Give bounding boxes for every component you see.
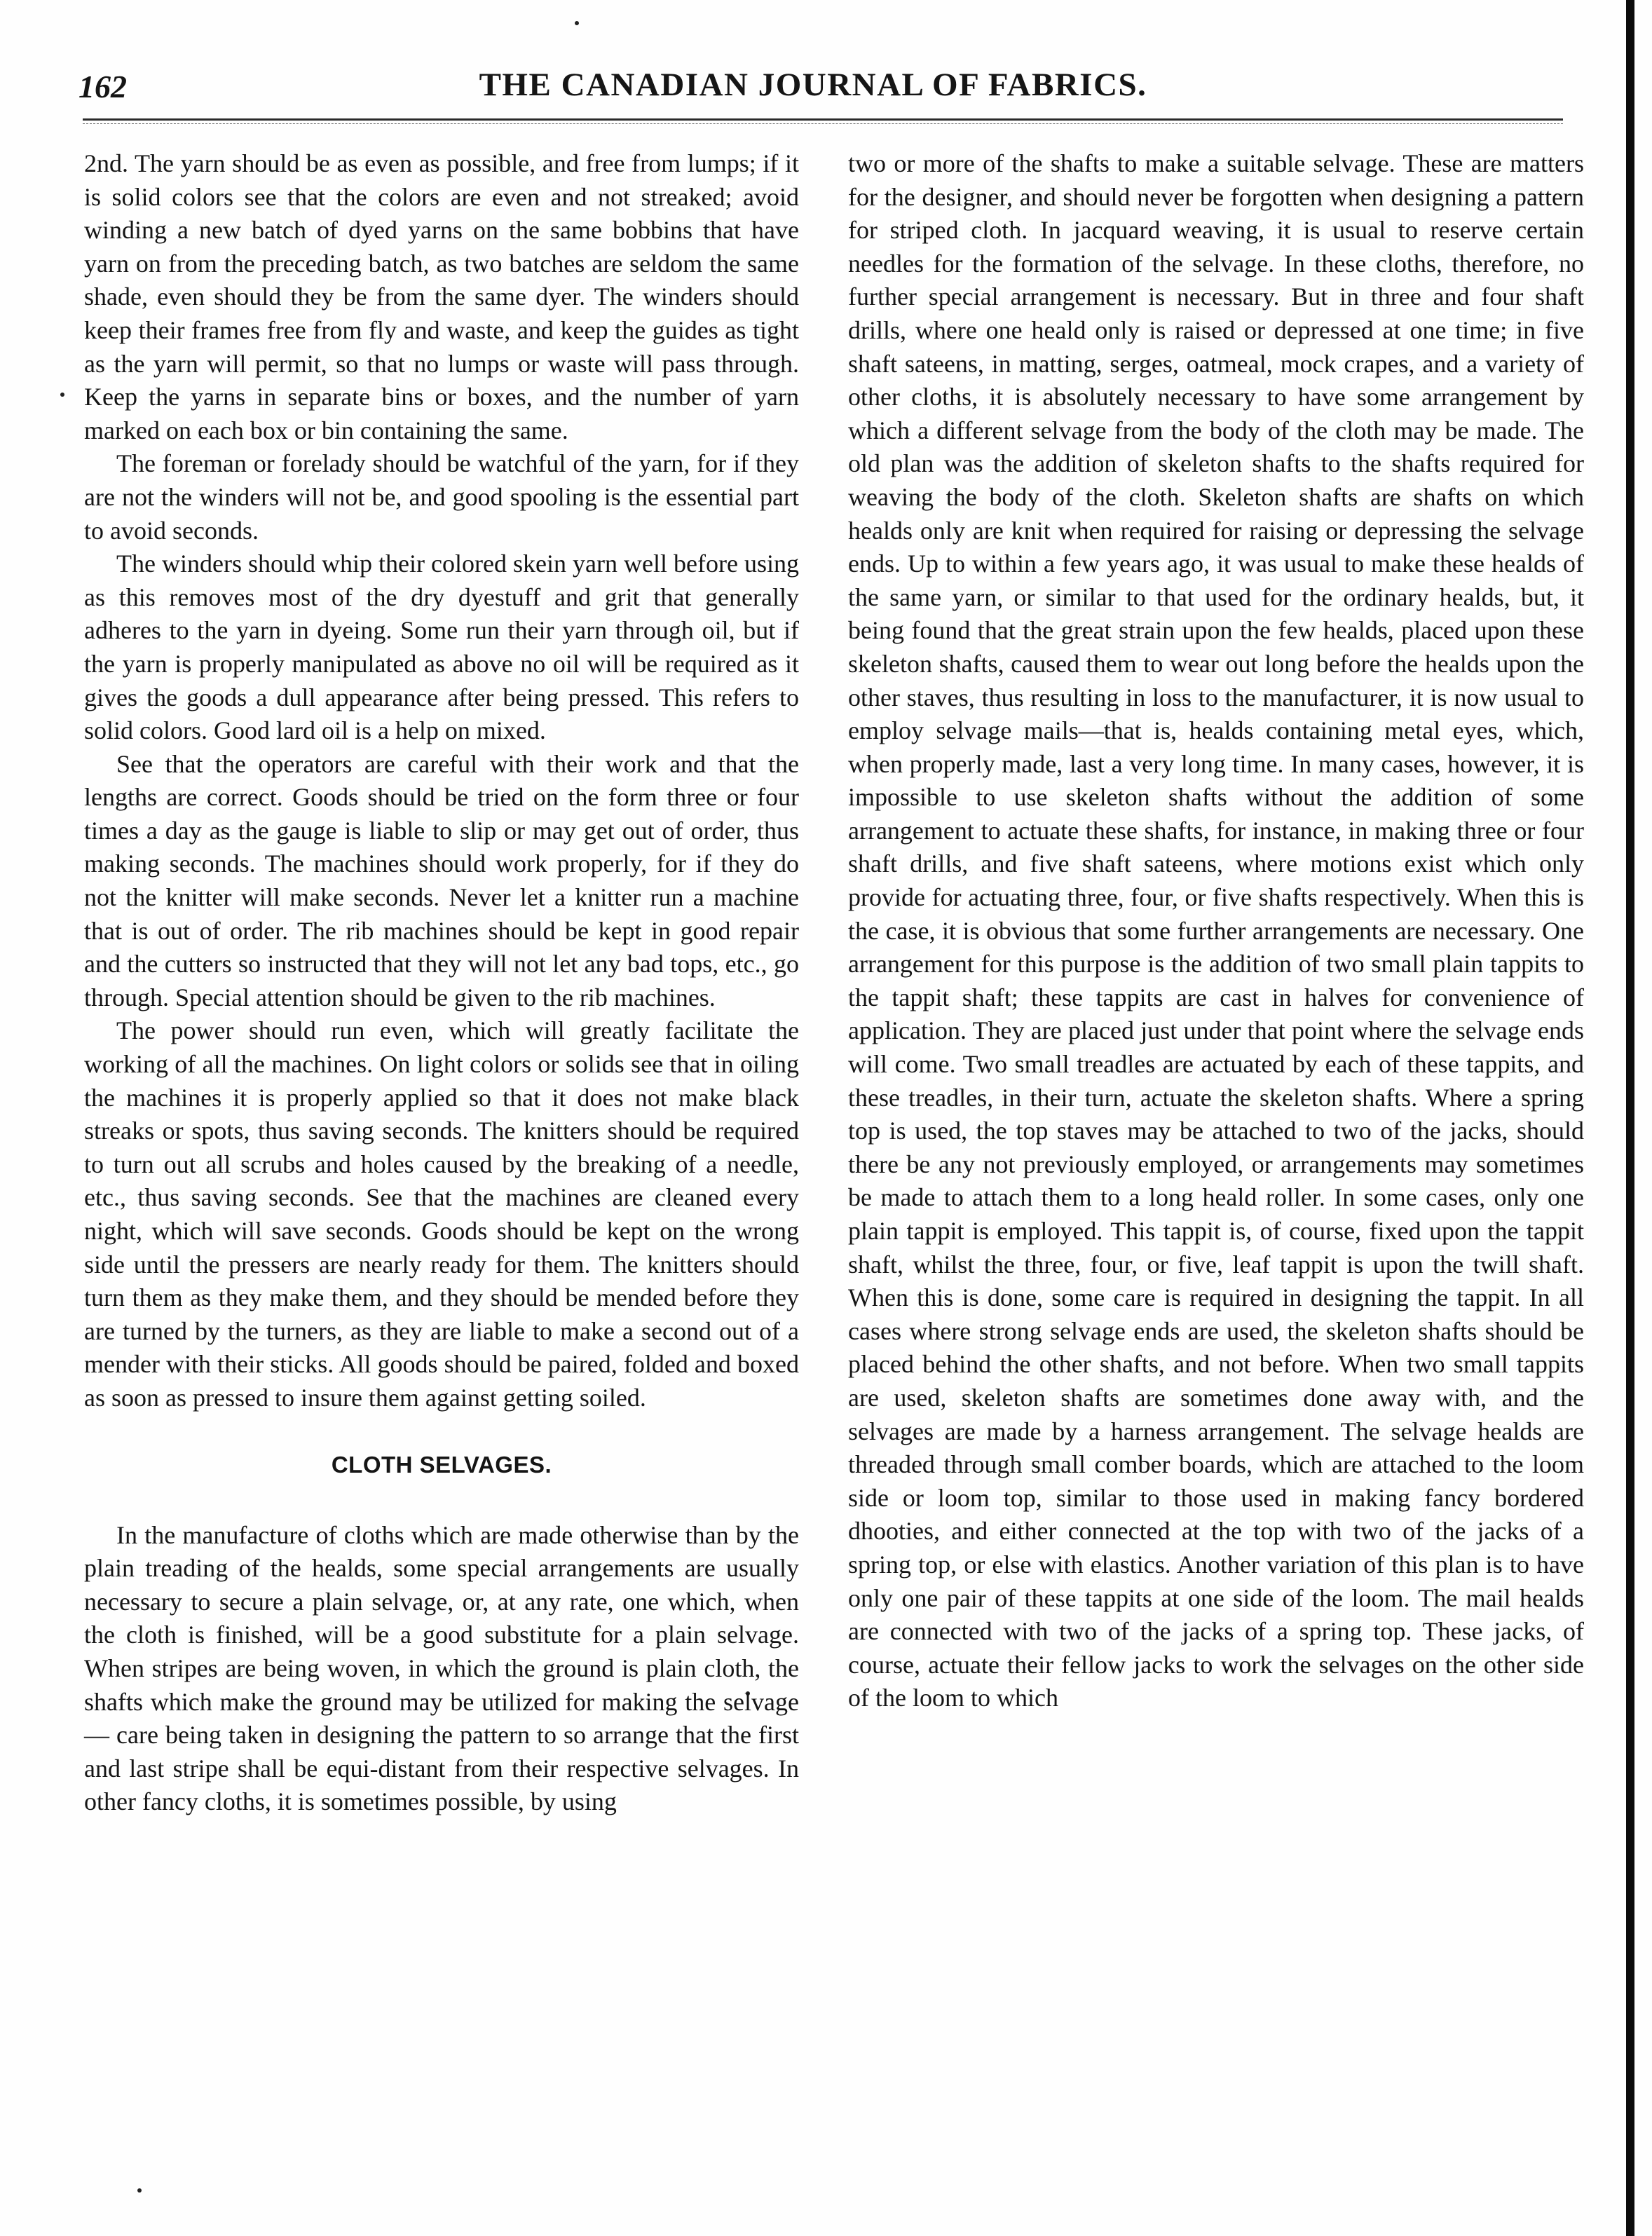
page-number: 162 [78,69,127,104]
speck [137,2188,142,2193]
left-column [84,147,799,1819]
journal-title: THE CANADIAN JOURNAL OF FABRICS. [479,67,1147,103]
paragraph: The foreman or forelady should be watchful of the yarn, for if they are not the winders will not be, and good spooling is the essential part to avoid seconds. [84,449,799,545]
paragraph: See that the operators are careful with their work and that the lengths are correct. Goods should be tried on the form three or four times a day as the gauge is liable to slip or may get out of order, thus making seconds. The machines should work properly, for if they do not the knitter will make seconds. Never let a knitter run a machine that is out of order. The rib machines should be kept in good repair and the cutters so instructed that they will not let any bad tops, etc., go through. Special attention should be given to the rib machines. [84,749,799,1011]
speck [575,21,579,25]
section-title: CLOTH SELVAGES. [331,1451,552,1478]
page-edge-bar [1626,0,1634,2236]
paragraph: In the manufacture of cloths which are made otherwise than by the plain treading of the healds, some special arrangements are usually necessary to secure a plain selvage, or, at any rate, one which, when the cloth is finished, will be a good substitute for a plain selvage. When stripes are being woven, in which the ground is plain cloth, the shafts which make the ground may be utilized for making the selvage — care being taken in designing the pattern to so arrange that the first and last stripe shall be equi-distant from their respective selvages. In other fancy cloths, it is sometimes possible, by using [84,1520,799,1816]
speck [60,393,64,397]
paragraph: The power should run even, which will greatly facilitate the working of all the machines. On light colors or solids see that in oiling the machines it is properly applied so that it does not make black streaks or spots, thus saving seconds. The knitters should be required to turn out all scrubs and holes caused by the breaking of a needle, etc., thus saving seconds. See that the machines are cleaned every night, which will save seconds. Goods should be kept on the wrong side until the pressers are nearly ready for them. The knitters should turn them as they make them, and they should be mended before they are turned by the turners, as they are liable to make a second out of a mender with their sticks. All goods should be paired, folded and boxed as soon as pressed to insure them against getting soiled. [84,1016,799,1412]
paragraph: two or more of the shafts to make a suitable selvage. These are matters for the designer, and should never be forgotten when designing a pattern for striped cloth. In jacquard weaving, it is usual to reserve certain needles for the formation of the selvage. In these cloths, therefore, no further special arrangement is necessary. But in three and four shaft drills, where one heald only is raised or depressed at one time; in five shaft sateens, in matting, serges, oatmeal, mock crapes, and a variety of other cloths, it is absolutely necessary to have some arrangement by which a different selvage from the body of the cloth may be made. The old plan was the addition of skeleton shafts to the shafts required for weaving the body of the cloth. Skeleton shafts are shafts on which healds only are knit when required for raising or depressing the selvage ends. Up to within a few years ago, it was usual to make these healds of the same yarn, or similar to that used for the ordinary healds, but, it being found that the great strain upon the few healds, placed upon these skeleton shafts, caused them to wear out long before the healds upon the other staves, thus resulting in loss to the manufacturer, it is now usual to employ selvage mails—that is, healds containing metal eyes, which, when properly made, last a very long time. In many cases, however, it is impossible to use skeleton shafts without the addition of some arrangement to actuate these shafts, for instance, in making three or four shaft drills, and five shaft sateens, where motions exist which only provide for actuating three, four, or five shafts respectively. When this is the case, it is obvious that some further arrangements are necessary. One arrangement for this purpose is the addition of two small plain tappits to the tappit shaft; these tappits are cast in halves for convenience of application. They are placed just under that point where the selvage ends will come. Two small treadles are actuated by each of these tappits, and these treadles, in their turn, actuate the skeleton shafts. Where a spring top is used, the top staves may be attached to two of the jacks, should there be any not previously employed, or arrangements may sometimes be made to attach them to a long heald roller. In some cases, only one plain tappit is employed. This tappit is, of course, fixed upon the tappit shaft, whilst the three, four, or five, leaf tappit is upon the twill shaft. When this is done, some care is required in designing the tappit. In all cases where strong selvage ends are used, the skeleton shafts should be placed behind the other shafts, and not before. When two small tappits are used, skeleton shafts are sometimes done away with, and the selvages are made by a harness arrangement. The selvage healds are threaded through small comber boards, which are attached to the loom side or loom top, similar to those used in making fancy bordered dhooties, and either connected at the top with two of the jacks of a spring top, or else with elastics. Another variation of this plan is to have only one pair of these tappits at one side of the loom. The mail healds are connected with two of the jacks of a spring top. These jacks, of course, actuate their fellow jacks to work the selvages on the other side of the loom to which [848,149,1584,1712]
paragraph: The winders should whip their colored skein yarn well before using as this removes most of the dry dyestuff and grit that generally adheres to the yarn in dyeing. Some run their yarn through oil, but if the yarn is properly manipulated as above no oil will be required as it gives the goods a dull appearance after being pressed. This refers to solid colors. Good lard oil is a help on mixed. [84,550,799,745]
paragraph: 2nd. The yarn should be as even as possible, and free from lumps; if it is solid colors see that the colors are even and not streaked; avoid winding a new batch of dyed yarns on the same bobbins that have yarn on from the preceding batch, as two batches are seldom the same shade, even should they be from the same dyer. The winders should keep their frames free from fly and waste, and keep the guides as tight as the yarn will permit, so that no lumps or waste will pass through. Keep the yarns in separate bins or boxes, and the number of yarn marked on each box or bin containing the same. [84,149,799,444]
header-rule [83,118,1563,124]
right-column [848,147,1584,1715]
